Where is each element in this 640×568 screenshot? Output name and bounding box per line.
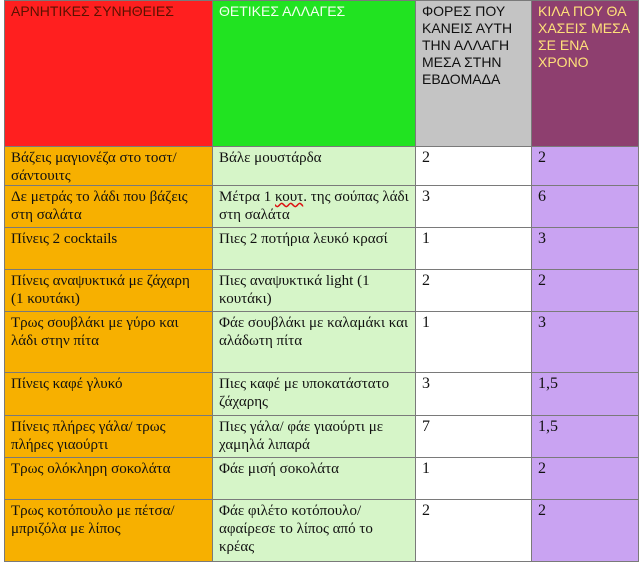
- negative-habit-cell: Πίνεις καφέ γλυκό: [5, 373, 213, 416]
- header-kilos-lost: ΚΙΛΑ ΠΟΥ ΘΑ ΧΑΣΕΙΣ ΜΕΣΑ ΣΕ ΕΝΑ ΧΡΟΝΟ: [532, 1, 639, 147]
- frequency-cell: 1: [416, 228, 532, 270]
- positive-change-text-end: . της σούπας λάδι στη σαλάτα: [219, 189, 409, 223]
- positive-change-cell: Φάε μισή σοκολάτα: [213, 458, 416, 500]
- frequency-cell: 2: [416, 147, 532, 186]
- frequency-cell: 3: [416, 186, 532, 228]
- table-row: [5, 312, 639, 373]
- positive-change-cell: Πιες γάλα/ φάε γιαούρτι με χαμηλά λιπαρά: [213, 416, 416, 458]
- kilos-cell: 3: [532, 312, 639, 373]
- table-row: [5, 500, 639, 562]
- negative-habit-cell: Τρως κοτόπουλο με πέτσα/ μπριζόλα με λίπος: [5, 500, 213, 562]
- kilos-cell: 2: [532, 500, 639, 562]
- kilos-cell: 3: [532, 228, 639, 270]
- frequency-cell: 2: [416, 270, 532, 312]
- frequency-cell: 1: [416, 312, 532, 373]
- table-row: [5, 373, 639, 416]
- table-row: [5, 270, 639, 312]
- table-row: [5, 458, 639, 500]
- positive-change-cell: Φάε φιλέτο κοτόπουλο/ αφαίρεσε το λίπος από το κρέας: [213, 500, 416, 562]
- negative-habit-cell: Πίνεις πλήρες γάλα/ τρως πλήρες γιαούρτι: [5, 416, 213, 458]
- negative-habit-cell: Τρως ολόκληρη σοκολάτα: [5, 458, 213, 500]
- frequency-cell: 7: [416, 416, 532, 458]
- positive-change-cell: Πιες αναψυκτικά light (1 κουτάκι): [213, 270, 416, 312]
- positive-change-cell: Φάε σουβλάκι με καλαμάκι και αλάδωτη πίτα: [213, 312, 416, 373]
- negative-habit-cell: Τρως σουβλάκι με γύρο και λάδι στην πίτα: [5, 312, 213, 373]
- header-positive-changes: ΘΕΤΙΚΕΣ ΑΛΛΑΓΕΣ: [213, 1, 416, 147]
- negative-habit-cell: Δε μετράς το λάδι που βάζεις στη σαλάτα: [5, 186, 213, 228]
- table-row: [5, 147, 639, 186]
- positive-change-text-start: Μέτρα 1: [219, 189, 276, 205]
- header-weekly-frequency: ΦΟΡΕΣ ΠΟΥ ΚΑΝΕΙΣ ΑΥΤΗ ΤΗΝ ΑΛΛΑΓΗ ΜΕΣΑ ΣΤΗΝ ΕΒΔΟΜΑΔΑ: [416, 1, 532, 147]
- spellcheck-marked-word: κουτ: [275, 189, 304, 205]
- table-row: [5, 416, 639, 458]
- header-negative-habits: ΑΡΝΗΤΙΚΕΣ ΣΥΝΗΘΕΙΕΣ: [5, 1, 213, 147]
- negative-habit-cell: Πίνεις 2 cocktails: [5, 228, 213, 270]
- positive-change-cell: Πιες καφέ με υποκατάστατο ζάχαρης: [213, 373, 416, 416]
- negative-habit-cell: Πίνεις αναψυκτικά με ζάχαρη (1 κουτάκι): [5, 270, 213, 312]
- frequency-cell: 2: [416, 500, 532, 562]
- positive-change-cell: Βάλε μουστάρδα: [213, 147, 416, 186]
- table-row: [5, 186, 639, 228]
- header-row: [5, 1, 639, 147]
- kilos-cell: 1,5: [532, 373, 639, 416]
- frequency-cell: 1: [416, 458, 532, 500]
- negative-habit-cell: Βάζεις μαγιονέζα στο τοστ/ σάντουιτς: [5, 147, 213, 186]
- kilos-cell: 6: [532, 186, 639, 228]
- kilos-cell: 1,5: [532, 416, 639, 458]
- table-row: [5, 228, 639, 270]
- habits-table: [4, 0, 639, 562]
- positive-change-cell: [213, 186, 416, 228]
- positive-change-cell: Πιες 2 ποτήρια λευκό κρασί: [213, 228, 416, 270]
- kilos-cell: 2: [532, 458, 639, 500]
- frequency-cell: 3: [416, 373, 532, 416]
- kilos-cell: 2: [532, 270, 639, 312]
- kilos-cell: 2: [532, 147, 639, 186]
